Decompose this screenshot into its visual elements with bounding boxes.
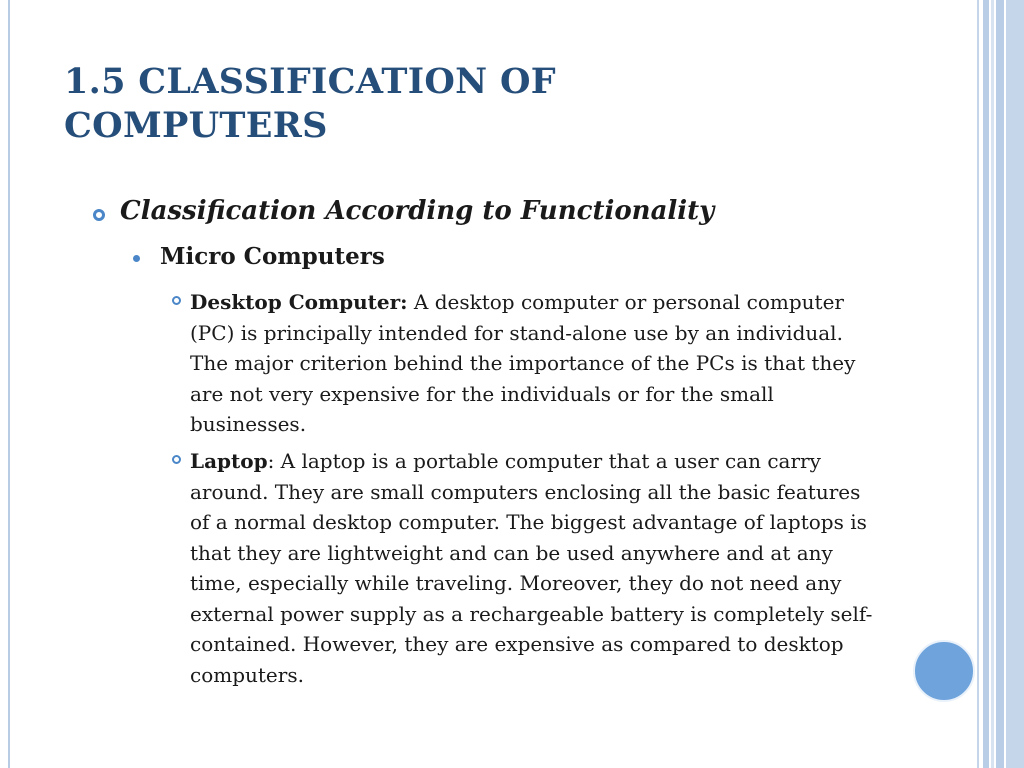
level1-bullet bbox=[92, 196, 714, 226]
right-stripe-3 bbox=[991, 0, 994, 768]
bullet-ring-icon bbox=[172, 455, 181, 464]
level2-bullet bbox=[132, 243, 385, 270]
level2-text: Micro Computers bbox=[160, 243, 385, 270]
right-stripe-4 bbox=[996, 0, 1004, 768]
slide-title: 1.5 CLASSIFICATION OF COMPUTERS bbox=[64, 61, 556, 146]
level1-text: Classification According to Functionality bbox=[120, 196, 715, 226]
left-border-line bbox=[8, 0, 10, 768]
item-term: Desktop Computer: bbox=[190, 290, 408, 314]
decorative-circle bbox=[913, 640, 975, 702]
bullet-ring-icon bbox=[172, 296, 181, 305]
right-stripe-5 bbox=[1006, 0, 1024, 768]
laptop-item bbox=[190, 446, 876, 690]
item-body: A desktop computer or personal computer (PC) is principally intended for stand-alone use by an individual. The major criterion behind the importance of the PCs is that they are not very expensive for the individuals or for the small businesses. bbox=[190, 290, 856, 436]
item-body: : A laptop is a portable computer that a user can carry around. They are small computers enclosing all the basic features of a normal desktop computer. The biggest advantage of laptops is that they are lightweight and can be used anywhere and at any time, especially while traveling. Moreover, they do not need any external power supply as a rechargeable battery is completely self-contained. However, they are expensive as compared to desktop computers. bbox=[190, 449, 873, 687]
desktop-computer-item bbox=[190, 287, 876, 440]
right-stripe-2 bbox=[983, 0, 989, 768]
right-stripe-1 bbox=[977, 0, 979, 768]
item-term: Laptop bbox=[190, 449, 268, 473]
